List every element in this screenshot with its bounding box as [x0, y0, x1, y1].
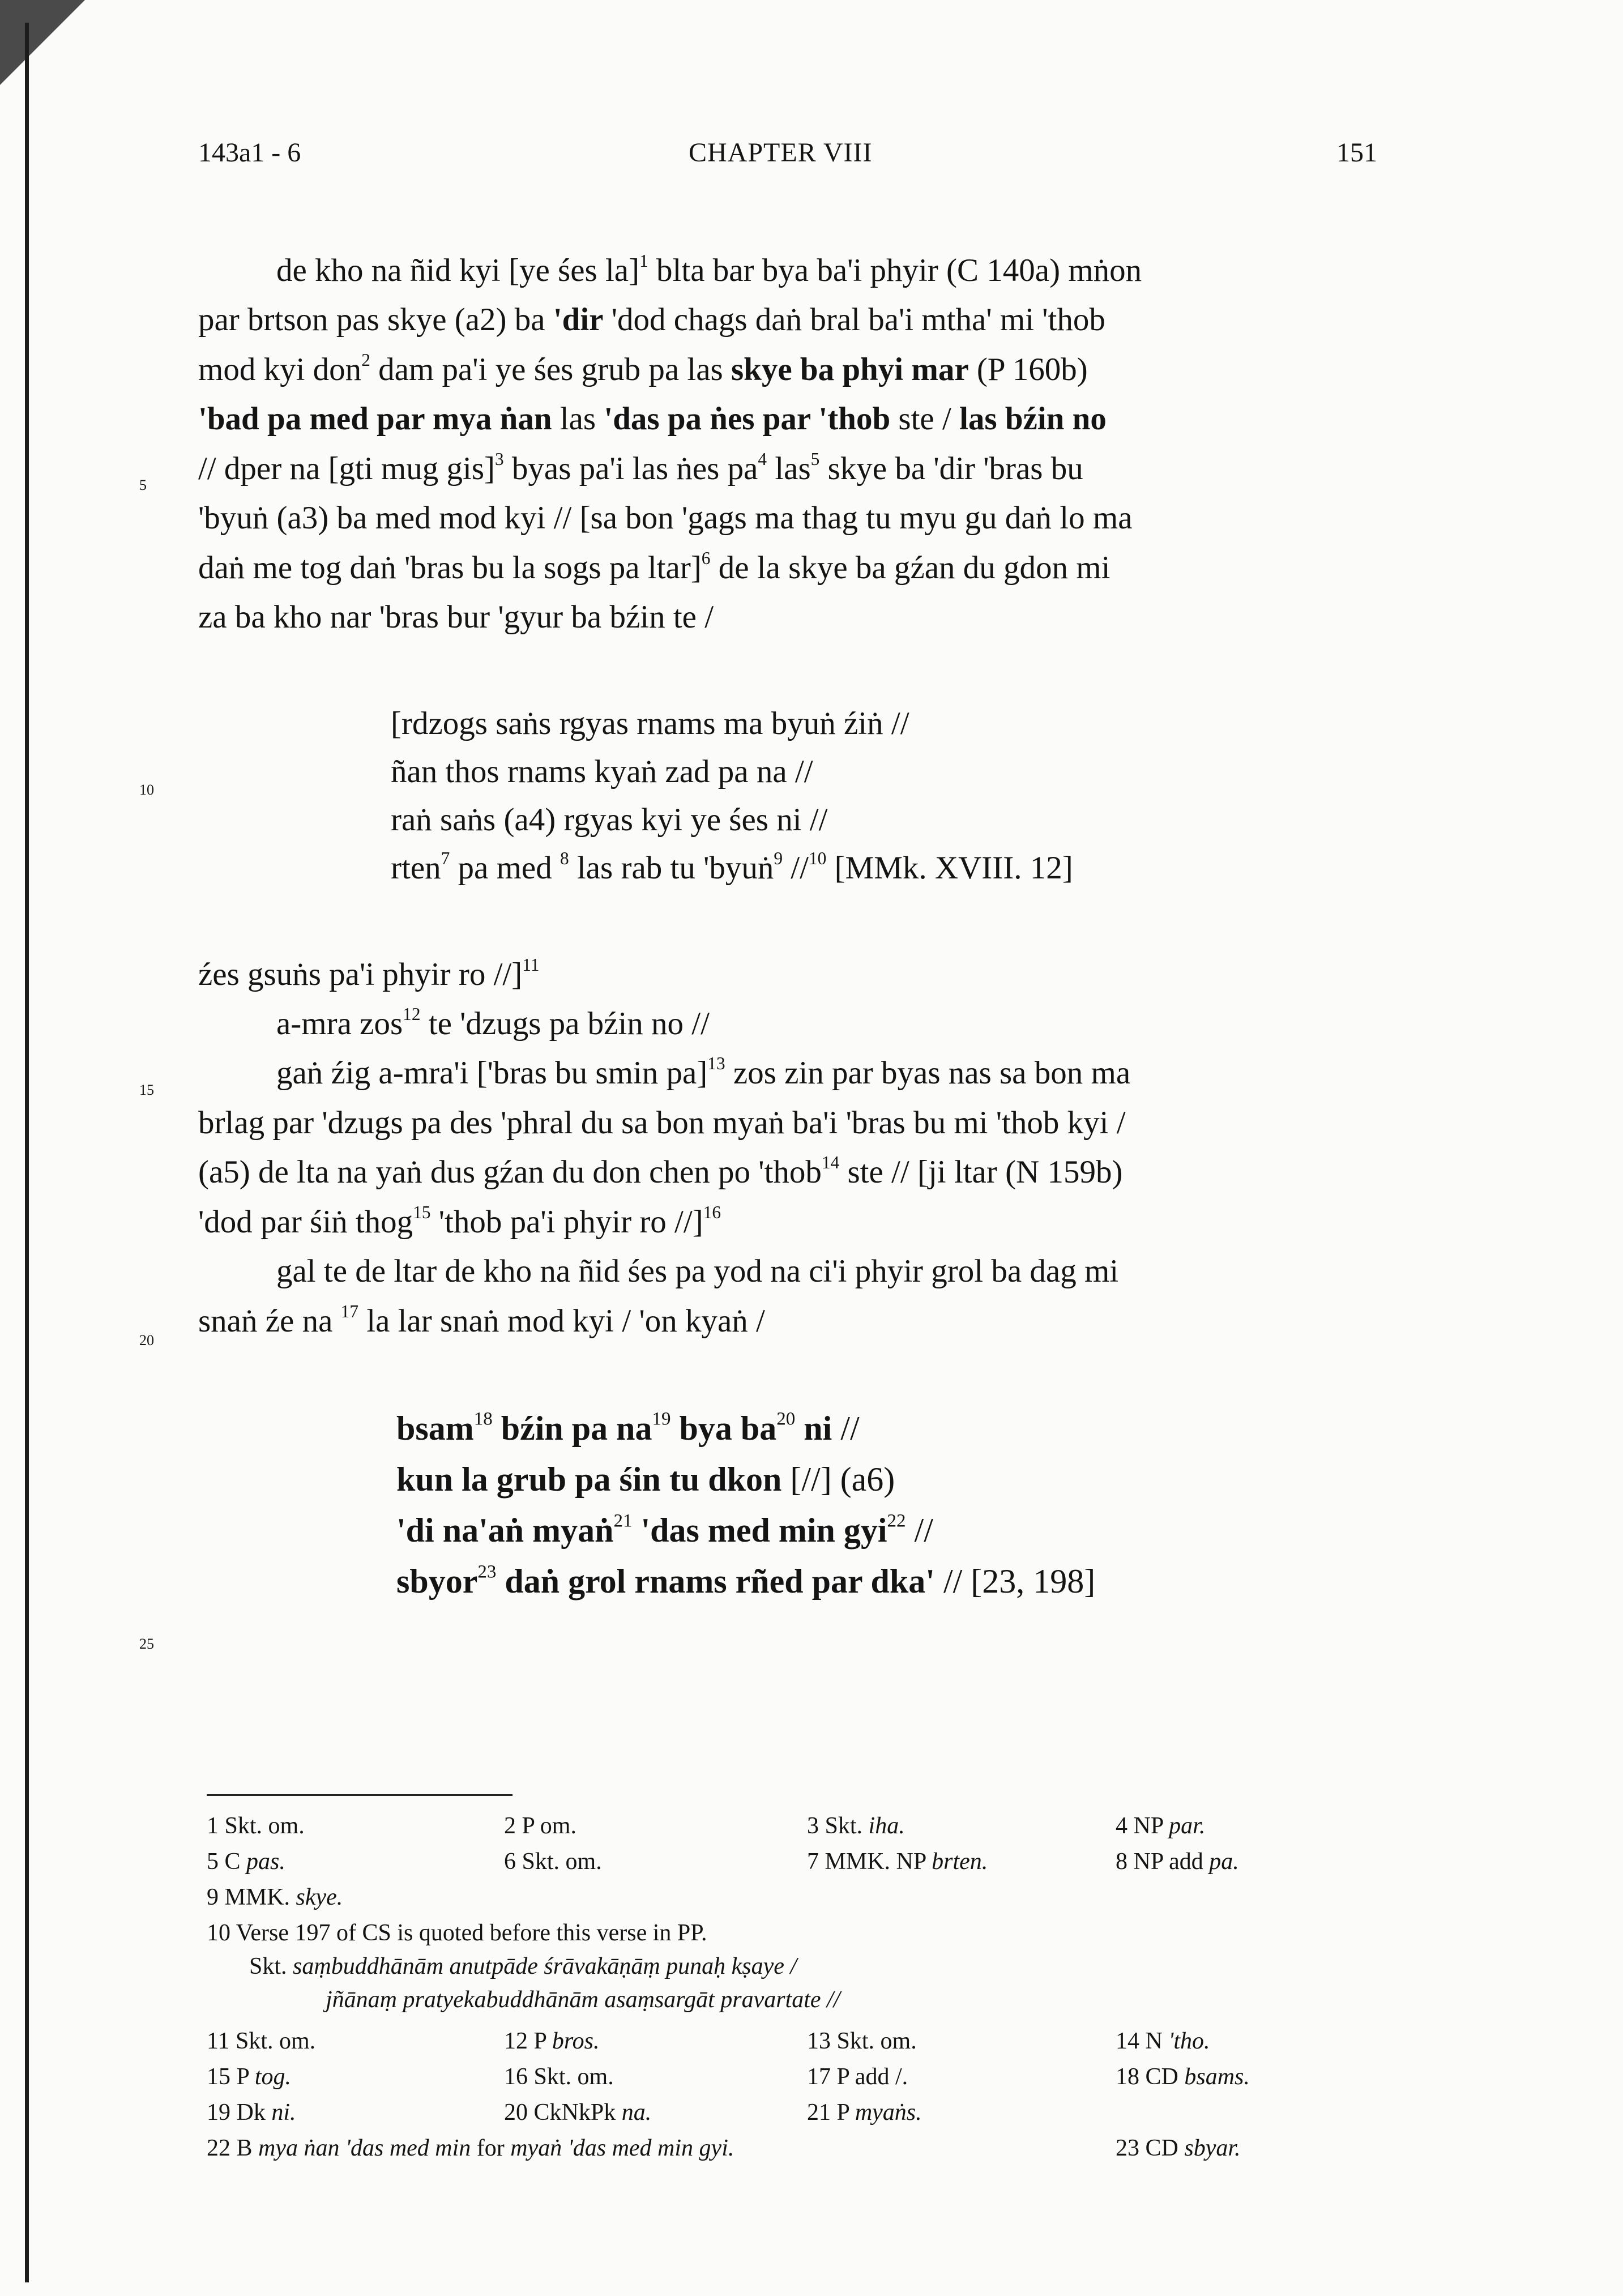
text-line: de kho na ñid kyi [ye śes la]$^1$ blta bar bya ba'i phyir (C 140a) mṅon [276, 250, 1142, 288]
text-line: 'byuṅ (a3) ba med mod kyi // [sa bon 'gags ma thag tu myu gu daṅ lo ma [198, 500, 1133, 536]
verse-line: raṅ saṅs (a4) rgyas kyi ye śes ni // [391, 802, 828, 838]
footnote: 1 Skt. om. [207, 1813, 305, 1839]
text-line: 'dod par śiṅ thog$^{15}$ 'thob pa'i phyir ro //]$^{16}$ [198, 1202, 721, 1240]
footnote: 19 Dk ni. [207, 2099, 296, 2126]
text-line: źes gsuṅs pa'i phyir ro //]$^{11}$ [198, 954, 540, 992]
line-number-5: 5 [139, 477, 147, 493]
footnote: 5 C pas. [207, 1849, 285, 1875]
footnote: 21 P myaṅs. [807, 2099, 922, 2126]
footnote: 6 Skt. om. [504, 1849, 602, 1875]
text-line: 'bad pa med par mya ṅan las 'das pa ṅes par 'thob ste / las bźin no [198, 401, 1107, 437]
chapter-title: CHAPTER VIII [689, 138, 873, 168]
verse-line: 'di na'aṅ myaṅ$^{21}$ 'das med min gyi$^{22}$ // [396, 1510, 933, 1549]
scan-corner-shadow [0, 0, 85, 85]
verse-line: bsam$^{18}$ bźin pa $na^{19}$ bya $ba^{20}$ ni // [396, 1409, 860, 1447]
footnote: 7 MMK. NP brten. [807, 1849, 988, 1875]
text-line: (a5) de lta na yaṅ dus gźan du don chen po 'thob$^{14}$ ste // [ji ltar (N 159b) [198, 1152, 1123, 1190]
footnote: 8 NP add pa. [1116, 1849, 1239, 1875]
line-number-20: 20 [139, 1332, 154, 1348]
text-line: a-mra zos$^{12}$ te 'dzugs pa bźin no // [276, 1004, 710, 1042]
footnote: 4 NP par. [1116, 1813, 1206, 1839]
running-head-reference: 143a1 - 6 [198, 138, 301, 168]
text-line: gal te de ltar de kho na ñid śes pa yod na ci'i phyir grol ba dag mi [276, 1253, 1119, 1289]
footnote: 3 Skt. iha. [807, 1813, 905, 1839]
footnote: 10 Verse 197 of CS is quoted before this verse in PP. [207, 1920, 707, 1946]
footnote: Skt. saṃbuddhānām anutpāde śrāvakāṇāṃ punaḥ kṣaye / [249, 1953, 797, 1979]
verse-line: kun la grub pa śin tu dkon [//] (a6) [396, 1461, 895, 1498]
footnote: 17 P add /. [807, 2064, 908, 2090]
text-line: mod kyi don$^2$ dam pa'i ye śes grub pa las skye ba phyi mar (P 160b) [198, 349, 1088, 387]
footnote: 9 MMK. skye. [207, 1884, 343, 1910]
footnote: 23 CD sbyar. [1116, 2135, 1241, 2161]
footnote: 2 P om. [504, 1813, 576, 1839]
page-spine-line [25, 23, 29, 2282]
footnote: 15 P tog. [207, 2064, 291, 2090]
footnote-separator [207, 1794, 512, 1796]
text-line: // dper na [gti mug gis]$^3$ byas pa'i las ṅes $pa^4$ las$^5$ skye ba 'dir 'bras bu [198, 449, 1083, 486]
line-number-15: 15 [139, 1082, 154, 1098]
footnote: 12 P bros. [504, 2028, 600, 2054]
text-line: za ba kho nar 'bras bur 'gyur ba bźin te / [198, 599, 714, 635]
footnote: 16 Skt. om. [504, 2064, 614, 2090]
verse-line: rten$^7$ pa med $^8$ las rab tu 'byuṅ$^9$ //$^{10}$ [MMk. XVIII. 12] [391, 848, 1073, 886]
footnote: 13 Skt. om. [807, 2028, 917, 2054]
footnote: 14 N 'tho. [1116, 2028, 1210, 2054]
verse-line: ñan thos rnams kyaṅ zad pa na // [391, 754, 813, 789]
text-line: daṅ me tog daṅ 'bras bu la sogs pa ltar]$^6$ de la skye ba gźan du gdon mi [198, 548, 1111, 586]
page-number: 151 [1336, 138, 1377, 168]
text-line: brlag par 'dzugs pa des 'phral du sa bon myaṅ ba'i 'bras bu mi 'thob kyi / [198, 1105, 1126, 1141]
text-line: gaṅ źig a-mra'i ['bras bu smin pa]$^{13}$ zos zin par byas nas sa bon ma [276, 1053, 1131, 1091]
text-line: snaṅ źe na $^{17}$ la lar snaṅ mod kyi / 'on kyaṅ / [198, 1301, 765, 1339]
line-number-25: 25 [139, 1636, 154, 1652]
text-line: par brtson pas skye (a2) ba 'dir 'dod chags daṅ bral ba'i mtha' mi 'thob [198, 302, 1105, 338]
footnote: 18 CD bsams. [1116, 2064, 1250, 2090]
line-number-10: 10 [139, 782, 154, 798]
footnote: 11 Skt. om. [207, 2028, 316, 2054]
footnote: 20 CkNkPk na. [504, 2099, 652, 2126]
footnote: 22 B mya ṅan 'das med min for myaṅ 'das med min gyi. [207, 2135, 734, 2161]
verse-line: [rdzogs saṅs rgyas rnams ma byuṅ źiṅ // [391, 706, 909, 741]
footnote: jñānaṃ pratyekabuddhānām asaṃsargāt pravartate // [326, 1987, 840, 2013]
verse-line: sbyor$^{23}$ daṅ grol rnams rñed par dka' // [23, 198] [396, 1561, 1096, 1600]
